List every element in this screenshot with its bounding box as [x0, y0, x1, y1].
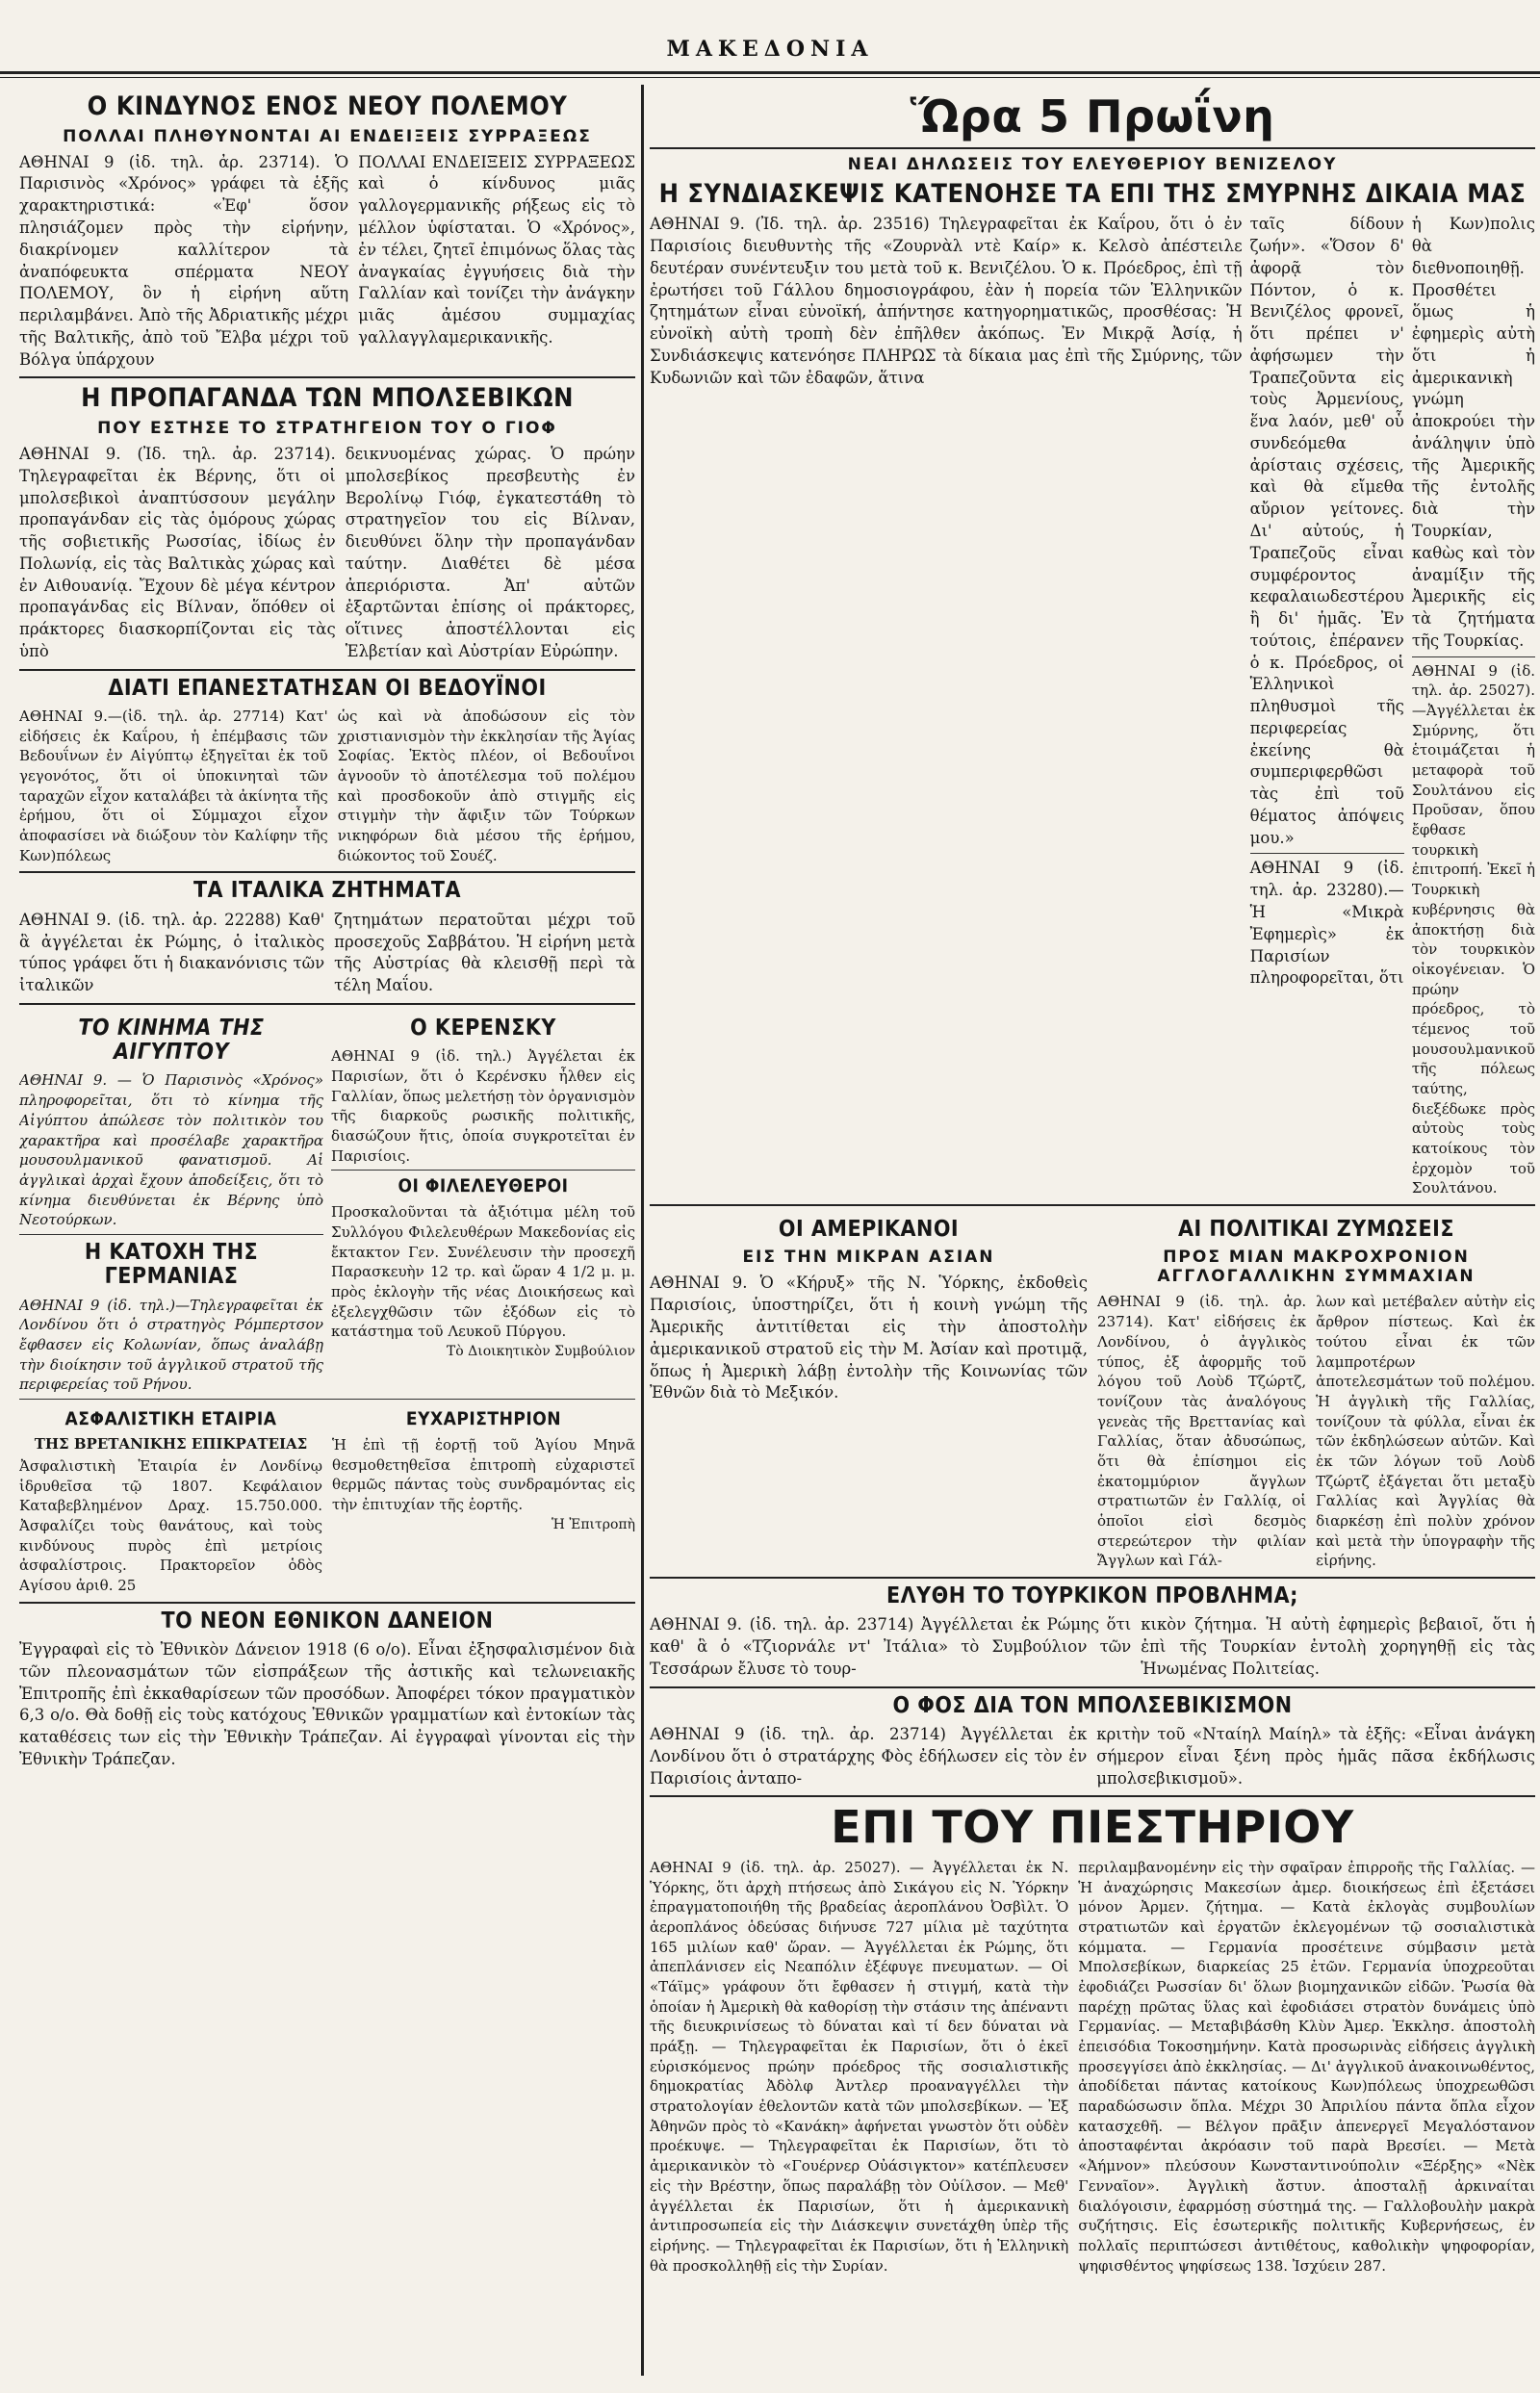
- subhead-war-danger: ΠΟΛΛΑΙ ΠΛΗΘΥΝΟΝΤΑΙ ΑΙ ΕΝΔΕΙΞΕΙΣ ΣΥΡΡΑΞΕΩΣ: [63, 126, 592, 146]
- subhead-bolshevik-propaganda: ΠΟΥ ΕΣΤΗΣΕ ΤΟ ΣΤΡΑΤΗΓΕΙΟΝ ΤΟΥ Ο ΓΙΟΦ: [97, 419, 557, 439]
- article-bedouins-left: ΑΘΗΝΑΙ 9.—(ἰδ. τηλ. ἀρ. 27714) Κατ' εἰδήσεις ἐκ Καΐρου, ἡ ἐπέμβασις τῶν Βεδουΐνων ἐν Αἰγύπτῳ ἐξηγεῖται ἐκ τοῦ γεγονότος, ὅτι οἱ ὑποκινηταὶ τῶν ταραχῶν εἶχον καταλάβει τὰ ἀκίνητα τῆς ἐρήμου, ὅτι οἱ Σύμμαχοι εἶχον ἀποφασίσει νὰ διώξουν τὸν Καλίφην τῆς Κων)πόλεως: [19, 707, 328, 864]
- article-press-col1: ΑΘΗΝΑΙ 9 (ἰδ. τηλ. ἀρ. 25027). — Ἀγγέλλεται ἐκ Ν. Ὑόρκης, ὅτι ἀρχὴ πτήσεως ἀπὸ Σικάγου εἰς Ν. Ὑόρκην ἐπραγματοποιήθη τῆς βραδείας ἀεροπλάνου Ὀσβὶλτ. Ὁ ἀεροπλάνος ὁδεύσας διήνυσε 727 μίλια μὲ ταχύτητα 165 μιλίων καθ' ὥραν. — Ἀγγέλλεται ἐκ Ρώμης, ὅτι ἀπεπλάνισεν εἰς Νεαπόλιν ἐξέφυγε πνευματων. — Οἱ «Τάϊμς» γράφουν ὅτι ἔφθασεν ἡ στιγμή, κατὰ τὴν ὁποίαν ἡ Ἀμερικὴ θὰ καθορίσῃ τὴν στάσιν της ἀπέναντι τῆς διευκρινίσεως τὸ δύναται καὶ τί δεν δύναται νὰ πράξῃ. — Τηλεγραφεῖται ἐκ Παρισίων, ὅτι ὁ ἐκεῖ εὑρισκόμενος πρώην πρόεδρος τῆς σοσιαλιστικῆς δημοκρατίας Ἀδὸλφ Ἀντλερ προαναγγέλλει τὴν στρατολογίαν ἐθελοντῶν κατὰ τῶν μπολσεβίκων. — Ἐξ Ἀθηνῶν πρὸς τὸ «Κανάκη» ἀφήνεται γνωστὸν ὅτι οὐδὲν προέκυψε. — Τηλεγραφεῖται ἐκ Παρισίων, ὅτι τὸ ἀμερικανικὸν τὸ «Γουέρνερ Οὐάσιγκτον» κατέπλευσεν εἰς τὴν Βρέστην, ὅπως παραλάβῃ τὸν Οὐίλσον. — Μεθ' ἀγγέλλεται ἐκ Παρισίων, ὅτι ἡ ἀμερικανικὴ ἀντιπροσωπεία εἰς τὴν Διάσκεψιν συνετάχθη ὑπὲρ τῆς εἰρήνης. — Τηλεγραφεῖται ἐκ Παρισίων, ὅτι ἡ Ἑλληνικὴ θὰ προσκολληθῇ εἰς τὴν Συρίαν.: [650, 1858, 1069, 2275]
- subhead-americans: ΕΙΣ ΤΗΝ ΜΙΚΡΑΝ ΑΣΙΑΝ: [742, 1248, 995, 1268]
- divider: [650, 1686, 1535, 1688]
- article-italian-right: ζητημάτων περατοῦται μέχρι τοῦ προσεχοῦς Σαββάτου. Ἡ εἰρήνη μετὰ τῆς Αὐστρίας θὰ κλεισθῇ περὶ τὰ τέλη Μαΐου.: [334, 910, 635, 995]
- article-smyrna-col3-wrap: [1412, 214, 1535, 1198]
- divider: [1412, 656, 1535, 657]
- headline-americans: ΟΙ ΑΜΕΡΙΚΑΝΟΙ: [778, 1217, 960, 1243]
- headline-germany-occupation: Η ΚΑΤΟΧΗ ΤΗΣ ΓΕΡΜΑΝΙΑΣ: [84, 1239, 259, 1290]
- article-smyrna-col2b: ΑΘΗΝΑΙ 9 (ἰδ. τηλ. ἀρ. 23280).—Ἡ «Μικρὰ Ἐφημερὶς» ἐκ Παρισίων πληροφορεῖται, ὅτι: [1249, 859, 1404, 988]
- block-americans: [650, 1212, 1088, 1571]
- divider: [19, 376, 635, 378]
- left-column: [19, 87, 635, 2378]
- article-foch-col1: ΑΘΗΝΑΙ 9 (ἰδ. τηλ. ἀρ. 23714) Ἀγγέλλεται ἐκ Λονδίνου ὅτι ὁ στρατάρχης Φὸς ἐδήλωσεν εἰς τὸν ἐν Παρισίοις ἀνταπο-: [650, 1724, 1088, 1788]
- top-rule-thin: [0, 77, 1540, 78]
- ads-row: [19, 1403, 635, 1596]
- divider: [331, 1170, 635, 1171]
- lower-left-blocks: [19, 1011, 635, 1395]
- mid-right-row: [650, 1212, 1535, 1571]
- article-bolshevik-propaganda: [19, 444, 635, 663]
- headline-smyrna: Η ΣΥΝΔΙΑΣΚΕΨΙΣ ΚΑΤΕΝΟΗΣΕ ΤΑ ΕΠΙ ΤΗΣ ΣΜΥΡΝΗΣ ΔΙΚΑΙΑ ΜΑΣ: [658, 178, 1527, 209]
- article-turkish-col1: ΑΘΗΝΑΙ 9. (ἰδ. τηλ. ἀρ. 23714) Ἀγγέλλεται ἐκ Ρώμης ὅτι καθ' ἃ ὁ «Τζιορνάλε ντ' Ἰτάλια» τὸ Συμβούλιον τῶν Τεσσάρων ἔλυσε τὸ τουρ-: [650, 1615, 1132, 1678]
- article-germany-occupation: ΑΘΗΝΑΙ 9 (ἰδ. τηλ.)—Τηλεγραφεῖται ἐκ Λονδίνου ὅτι ὁ στρατηγὸς Ρόμπερτσον ἔφθασεν εἰς Κολωνίαν, ὅπως ἀναλάβῃ τὴν διοίκησιν τοῦ ἀγγλικοῦ στρατοῦ τῆς περιφερείας τοῦ Ρήνου.: [19, 1296, 323, 1394]
- article-kerensky: ΑΘΗΝΑΙ 9 (ἰδ. τηλ.) Ἀγγέλεται ἐκ Παρισίων, ὅτι ὁ Κερένσκυ ἦλθεν εἰς Γαλλίαν, ὅπως μελετήσῃ τὸν ὀργανισμὸν τῆς διαρκοῦς ρωσικῆς πολιτικῆς, διασώζουν ἥτις, ὁποία συγκροτεῖται ἐν Παρισίοις.: [331, 1047, 635, 1165]
- article-smyrna: [650, 214, 1535, 1198]
- headline-kerensky: Ο ΚΕΡΕΝΣΚΥ: [410, 1015, 556, 1041]
- subhead-venizelos: ΝΕΑΙ ΔΗΛΩΣΕΙΣ ΤΟΥ ΕΛΕΥΘΕΡΙΟΥ ΒΕΝΙΖΕΛΟΥ: [847, 154, 1338, 174]
- masthead: ΜΑΚΕΔΟΝΙΑ: [666, 37, 874, 62]
- divider: [19, 1003, 635, 1005]
- article-americans: ΑΘΗΝΑΙ 9. Ὁ «Κήρυξ» τῆς Ν. Ὑόρκης, ἐκδοθεὶς Παρισίοις, ὑποστηρίζει, ὅτι ἡ κοινὴ γνώμη τῆς Ἀμερικῆς ἀντιτίθεται εἰς τὴν ἀποστολὴν ἀμερικανικοῦ στρατοῦ εἰς τὴν Μ. Ἀσίαν καὶ προτιμᾷ, ὅπως ἡ Ἀμερικὴ λάβῃ ἐντολὴν τῆς Κοινωνίας τῶν Ἐθνῶν διὰ τὸ Μεξικόν.: [650, 1274, 1088, 1402]
- divider: [19, 669, 635, 671]
- article-political-col1: ΑΘΗΝΑΙ 9 (ἰδ. τηλ. ἀρ. 23714). Κατ' εἰδήσεις ἐκ Λονδίνου, ὁ ἀγγλικὸς τύπος, ἐξ ἀφορμῆς τοῦ λόγου τοῦ Λοὺδ Τζώρτζ, τονίζουν τὰς ἀναλόγους γενεὰς τῆς Βρεττανίας καὶ Γαλλίας, ὅταν ἀδυσώπως, ὅτι θὰ ἐπίσημοι εἰς ἐκατομμύριον ἄγγλων στρατιωτῶν ἐν Γαλλίᾳ, οἱ ὁποῖοι εἰσὶ δεσμὸς στερεώτερον τὴν φιλίαν Ἄγγλων καὶ Γάλ-: [1097, 1293, 1307, 1570]
- divider: [19, 1234, 323, 1235]
- article-smyrna-col1: ΑΘΗΝΑΙ 9. (Ἰδ. τηλ. ἀρ. 23516) Τηλεγραφεῖται ἐκ Καΐρου, ὅτι ὁ ἐν Παρισίοις διευθυντὴς τῆς «Ζουρνὰλ ντὲ Καίρ» κ. Κελσὸ ἀπέστειλε δευτέραν συνέντευξιν του μετὰ τοῦ κ. Βενιζέλου. Ὁ κ. Πρόεδρος, ἐπὶ τῇ ἐρωτήσει τοῦ Γάλλου δημοσιογράφου, ἐὰν ἡ πορεία τῶν Ἑλληνικῶν ζητημάτων εἶναι εὐνοϊκή, ἀπήντησε κατηγορηματικῶς, προσθέσας: Ἡ εὐνοϊκὴ αὐτὴ τροπὴ δὲν ἐπῆλθεν ἀκόπως. Ἐν Μικρᾷ Ἀσίᾳ, ἡ Συνδιάσκεψις κατενόησε ΠΛΗΡΩΣ τὰ δίκαια μας ἐπὶ τῆς Σμύρνης, τῶν Κυδωνιῶν καὶ τῶν ἐδαφῶν, ἅτινα: [650, 215, 1243, 387]
- article-foch: [650, 1724, 1535, 1789]
- headline-foch: Ο ΦΟΣ ΔΙΑ ΤΟΝ ΜΠΟΛΣΕΒΙΚΙΣΜΟΝ: [892, 1692, 1293, 1718]
- divider: [19, 871, 635, 873]
- article-foch-col2: κριτὴν τοῦ «Νταίηλ Μαίηλ» τὰ ἑξῆς: «Εἶναι ἀνάγκη σήμερον εἶναι ξένη πρὸς ἡμᾶς πᾶσα ἐκδήλωσις μπολσεβικισμοῦ».: [1096, 1724, 1535, 1788]
- headline-political: ΑΙ ΠΟΛΙΤΙΚΑΙ ΖΥΜΩΣΕΙΣ: [1177, 1217, 1455, 1243]
- article-war-danger-right: ΠΟΛΛΑΙ ΕΝΔΕΙΞΕΙΣ ΣΥΡΡΑΞΕΩΣ καὶ ὁ κίνδυνος μιᾶς γαλλογερμανικῆς ρήξεως εἰς τὸ μέλλον ὑφίσταται. Ὁ «Χρόνος», ἐν τέλει, ζητεῖ ἐπιμόνως ὅλας τὰς ἀναγκαίας ἐγγυήσεις διὰ τὴν Γαλλίαν καὶ τονίζει τὴν ἀνάγκην μιᾶς ἀμέσου συμμαχίας γαλλαγγλαμερικανικῆς.: [358, 152, 635, 347]
- headline-egypt: ΤΟ ΚΙΝΗΜΑ ΤΗΣ ΑΙΓΥΠΤΟΥ: [78, 1015, 265, 1066]
- headline-press: ΕΠΙ ΤΟΥ ΠΙΕΣΤΗΡΙΟΥ: [831, 1801, 1354, 1854]
- headline-war-danger: Ο ΚΙΝΔΥΝΟΣ ΕΝΟΣ ΝΕΟΥ ΠΟΛΕΜΟΥ: [87, 91, 568, 121]
- thanks-text: Ἡ ἐπὶ τῇ ἑορτῇ τοῦ Ἁγίου Μηνᾶ θεσμοθετηθεῖσα ἐπιτροπὴ εὐχαριστεῖ θερμῶς πάντας τοὺς συνδραμόντας εἰς τὴν ἐπιτυχίαν τῆς ἑορτῆς.: [332, 1435, 635, 1513]
- block-kerensky: [331, 1011, 635, 1395]
- article-egypt: ΑΘΗΝΑΙ 9. — Ὁ Παρισινὸς «Χρόνος» πληροφορεῖται, ὅτι τὸ κίνημα τῆς Αἰγύπτου ἀπώλεσε τὸν πολιτικὸν του χαρακτῆρα καὶ προσέλαβε χαρακτῆρα μουσουλμανικοῦ φανατισμοῦ. Αἱ ἀγγλικαὶ ἀρχαὶ ἔχουν ἀποδείξεις, ὅτι τὸ κίνημα διευθύνεται ἐκ Βέρνης ὑπὸ Νεοτούρκων.: [19, 1071, 323, 1229]
- article-bedouins-right: ὡς καὶ νὰ ἀποδώσουν εἰς τὸν χριστιανισμὸν τὴν ἐκκλησίαν τῆς Ἁγίας Σοφίας. Ἐκτὸς πλέον, οἱ Βεδουΐνοι ἀγνοοῦν τὸ ἀποτέλεσμα τοῦ πολέμου καὶ προσδοκοῦν ἀπὸ στιγμῆς εἰς στιγμὴν τὴν ἄφιξιν τῶν Τούρκων νικηφόρων διὰ μέσου τῆς ἐρήμου, διώκοντος τοῦ Σουέζ.: [337, 707, 635, 864]
- block-egypt: [19, 1011, 323, 1395]
- headline-thanks: ΕΥΧΑΡΙΣΤΗΡΙΟΝ: [405, 1407, 562, 1429]
- article-political: [1097, 1292, 1535, 1571]
- article-press-col2: περιλαμβανομένην εἰς τὴν σφαῖραν ἐπιρροῆς τῆς Γαλλίας. — Ἡ ἀναχώρησις Μακεσίων ἀμερ. διοικήσεως ἐπὶ ἐξετάσει μόνον Ἀρμεν. ζήτημα. — Κατὰ ἐκλογὰς συμβουλίων στρατιωτῶν καὶ ἐργατῶν ἐκλεγομένων τῷ σοσιαλιστικὰ κόμματα. — Γερμανία προσέτεινε σύμβασιν μετὰ Μπολσεβίκων, διαρκείας 25 ἐτῶν. Γερμανία ὑποχρεοῦται ἐφοδιάζει Ρωσσίαν δι' ὅλων βιομηχανικῶν εἰδῶν. Ῥωσία θὰ παρέχῃ πρῶτας ὕλας καὶ ἐφοδιάσει στρατὸν δυνάμεις ὑπὸ Γερμανίας. — Μεταβιβάσθη Κλὺν Ἀμερ. Ἐκκλησ. ἀποστολὴ ἐπεισόδια Τοκοσημήνην. Κατὰ προσωρινὰς εἰδήσεις ἀγγλικὴ προσεγγίσει ἀπὸ ἐκκλησίας. — Δι' ἀγγλικοῦ ἀνακοινωθέντος, ἀποδίδεται πάντας κατοίκους Κων)πόλεως ὑποχρεωθῶσι παραδώσωσιν ὅπλα. Μέχρι 30 Ἀπριλίου πάντα ὅπλα εἶχον κατασχεθῆ. — Βέλγον πρᾶξιν ἀπενεργεῖ Μεγαλόστανον ἀποσταφένται ἀκρόασιν τοῦ παρὰ Βρεσίει. — Μετὰ «Ἀήμνον» πλεύσουν Κωνσταντινούπολιν «Ξέρξης» «Νὲκ Γενναῖον». Ἀγγλικὴ ἄστυν. ἀποσταλῇ ἀρκιναίται διαλόγοισιν, ἐφαρμόσῃ σύστημά της. — Γαλλοβουλὴν μακρὰ συζήτησις. Εἰς ἐσωτερικῆς πολιτικῆς Κυβερνήσεως, ἐν πολλαῖς περιπτώσεσι ἀντιθέτους, καθολικὴν ψηφοφορίαν, ψηφισθέντος ψηφίσεως 138. Ἰσχύειν 287.: [1078, 1858, 1535, 2275]
- article-liberals: Προσκαλοῦνται τὰ ἀξιότιμα μέλη τοῦ Συλλόγου Φιλελευθέρων Μακεδονίας εἰς ἔκτακτον Γεν. Συνέλευσιν τὴν προσεχῆ Παρασκευὴν 12 τρ. καὶ ὥραν 4 1/2 μ. μ. πρὸς ἐκλογὴν τῆς νέας Διοικήσεως καὶ ἐξελεγχθῶσιν τῶν ἐξόδων εἰς τὸ κατάστημα τοῦ Λευκοῦ Πύργου.: [331, 1203, 635, 1341]
- article-bedouins: [19, 707, 635, 866]
- banner-late-news: Ὥρα 5 Πρωΐνη: [910, 90, 1275, 142]
- subhead-political: ΠΡΟΣ ΜΙΑΝ ΜΑΚΡΟΧΡΟΝΙΟΝ ΑΓΓΛΟΓΑΛΛΙΚΗΝ ΣΥΜΜΑΧΙΑΝ: [1157, 1248, 1476, 1287]
- divider: [650, 1204, 1535, 1206]
- liberals-signature: Τὸ Διοικητικὸν Συμβούλιον: [446, 1343, 635, 1359]
- top-rule: [0, 71, 1540, 74]
- headline-national-loan: ΤΟ ΝΕΟΝ ΕΘΝΙΚΟΝ ΔΑΝΕΙΟΝ: [161, 1608, 494, 1634]
- headline-bolshevik-propaganda: Η ΠΡΟΠΑΓΑΝΔΑ ΤΩΝ ΜΠΟΛΣΕΒΙΚΩΝ: [81, 383, 574, 414]
- article-bolshevik-left: ΑΘΗΝΑΙ 9. (Ἰδ. τηλ. ἀρ. 23714). Τηλεγραφεῖται ἐκ Βέρνης, ὅτι οἱ μπολσεβικοὶ ἀναπτύσσουν μεγάλην προπαγάνδαν εἰς τὰς ὁμόρους χώρας τῆς σοβιετικῆς Ρωσσίας, ἰδίως ἐν Πολωνίᾳ, εἰς τὰς Βαλτικὰς χώρας καὶ ἐν Αιθουανίᾳ. Ἔχουν δὲ μέγα κέντρον προπαγάνδας εἰς Βίλναν, ὅπόθεν οἱ πράκτορες διασκορπίζονται εἰς τὰς ὑπὸ: [19, 445, 336, 660]
- divider: [19, 1399, 635, 1400]
- insurance-text: Ἀσφαλιστικὴ Ἑταιρία ἐν Λονδίνῳ ἱδρυθεῖσα τῷ 1807. Κεφάλαιον Καταβεβλημένον Δραχ. 15.750.000. Ἀσφαλίζει τοὺς θανάτους, καὶ τοὺς κινδύνους πυρὸς ἐπὶ μετρίοις ἀσφαλίστροις. Πρακτορεῖον ὁδὸς Αγίσου ἀριθ. 25: [19, 1456, 322, 1594]
- article-italian-left: ΑΘΗΝΑΙ 9. (ἰδ. τηλ. ἀρ. 22288) Καθ' ἃ ἀγγέλεται ἐκ Ρώμης, ὁ ἰταλικὸς τύπος γράφει ὅτι ἡ διακανόνισις τῶν ἰταλικῶν: [19, 910, 325, 995]
- column-divider: [641, 85, 644, 2376]
- insurance-subhead: ΤΗΣ ΒΡΕΤΑΝΙΚΗΣ ΕΠΙΚΡΑΤΕΙΑΣ: [34, 1434, 308, 1453]
- block-political: [1097, 1212, 1535, 1571]
- divider: [19, 1602, 635, 1604]
- insurance-ad: [19, 1403, 322, 1596]
- article-smyrna-col2-wrap: [1250, 214, 1404, 1198]
- divider: [650, 147, 1535, 149]
- article-political-col2: λων καὶ μετέβαλεν αὐτὴν εἰς ἄρθρον πίστεως. Καὶ ἐκ τούτου εἶναι ἐκ τῶν λαμπροτέρων ἀποτελεσμάτων τοῦ πολέμου. Ἡ ἀγγλικὴ τῆς Γαλλίας, τονίζουν τὰ φύλλα, εἶναι ἐκ τῶν ἐκδηλώσεων αὐτῶν. Καὶ ἐκ τῶν λόγων τοῦ Λοὺδ Τζώρτζ ἐξάγεται ὅτι μεταξὺ Γαλλίας καὶ Ἀγγλίας θὰ διαρκέσῃ ἐπὶ πολὺν χρόνον καὶ μετὰ τὴν ὑπογραφὴν τῆς εἰρήνης.: [1316, 1293, 1535, 1570]
- headline-italian-issues: ΤΑ ΙΤΑΛΙΚΑ ΖΗΤΗΜΑΤΑ: [192, 878, 462, 904]
- divider: [1250, 853, 1404, 854]
- thanks-signature: Ἡ Ἐπιτροπὴ: [552, 1516, 635, 1532]
- article-war-danger-left: ΑΘΗΝΑΙ 9 (ἰδ. τηλ. ἀρ. 23714). Ὁ Παρισινὸς «Χρόνος» γράφει τὰ ἑξῆς χαρακτηριστικά: «Ἐφ' ὅσον πλησιάζομεν πρὸς τὴν εἰρήνην, διακρίνομεν καλλίτερον τὰ ἀναπόφευκτα σπέρματα ΝΕΟΥ ΠΟΛΕΜΟΥ, ὃν ἡ εἰρήνη αὕτη περιλαμβάνει. Ἀπὸ τῆς Ἀδριατικῆς μέχρι τῆς Βαλτικῆς, ἀπὸ τοῦ Ἔλβα μέχρι τοῦ Βόλγα ὑπάρχουν: [19, 152, 349, 369]
- divider: [650, 1577, 1535, 1579]
- article-bolshevik-right: δεικνυομένας χώρας. Ὁ πρώην μπολσεβίκος πρεσβευτὴς ἐν Βερολίνῳ Γιόφ, ἐγκατεστάθη τὸ στρατηγεῖον του εἰς Βίλναν, διευθύνει ὅλην τὴν προπαγάνδαν ταύτην. Διαθέτει δὲ μέσα ἀπεριόριστα. Ἀπ' αὐτῶν ἐξαρτῶνται ἐπίσης οἱ πράκτορες, οἵτινες ἀποστέλλονται εἰς Ἑλβετίαν καὶ Αὐστρίαν Εὐρώπην.: [345, 445, 635, 660]
- article-turkish-col2: κικὸν ζήτημα. Ἡ αὐτὴ ἐφημερὶς βεβαιοῖ, ὅτι ἡ ἐπὶ τῆς Τουρκίαν ἐντολὴ χορηγηθῇ εἰς τὰς Ἡνωμένας Πολιτείας.: [1141, 1615, 1535, 1678]
- divider: [650, 1795, 1535, 1797]
- right-column: [650, 87, 1535, 2378]
- headline-bedouins: ΔΙΑΤΙ ΕΠΑΝΕΣΤΑΤΗΣΑΝ ΟΙ ΒΕΔΟΥΪΝΟΙ: [108, 675, 547, 701]
- article-smyrna-col3b: ΑΘΗΝΑΙ 9 (ἰδ. τηλ. ἀρ. 25027).—Ἀγγέλλεται ἐκ Σμύρνης, ὅτι ἑτοιμάζεται ἡ μεταφορὰ τοῦ Σουλτάνου εἰς Προῦσαν, ὅπου ἔφθασε τουρκικὴ ἐπιτροπή. Ἐκεῖ ἡ Τουρκικὴ κυβέρνησις θὰ ἀποκτήσῃ διὰ τὸν τουρκικὸν οἰκογένειαν. Ὁ πρώην πρόεδρος, τὸ τέμενος τοῦ μουσουλμανικοῦ τῆς πόλεως ταύτης, διεξέδωκε πρὸς αὐτοὺς τοὺς κατοίκους τὸν ἐρχομὸν τοῦ Σουλτάνου.: [1411, 661, 1535, 1197]
- article-turkish-problem: [650, 1614, 1535, 1680]
- headline-insurance: ΑΣΦΑΛΙΣΤΙΚΗ ΕΤΑΙΡΙΑ: [64, 1407, 277, 1429]
- article-war-danger: [19, 152, 635, 372]
- article-national-loan: Ἐγγραφαὶ εἰς τὸ Ἐθνικὸν Δάνειον 1918 (6 ο/ο). Εἶναι ἐξησφαλισμένον διὰ τῶν πλεονασμάτων τῶν εἰσπράξεων τῆς ἀστικῆς καὶ τελωνειακῆς Ἐπιτροπῆς ἐπὶ ἐκκαθαρίσεων τῶν προσόδων. Ἀποφέρει τόκον πραγματικὸν 6,3 ο/ο. Θὰ δοθῇ εἰς τοὺς κατόχους Ἐθνικῶν γραμματίων καὶ ἐντοκίων τὰς καταθέσεις των εἰς τὴν Ἐθνικὴν Τράπεζαν. Αἱ ἐγγραφαὶ γίνονται εἰς τὴν Ἐθνικὴν Τράπεζαν.: [19, 1639, 635, 1768]
- article-smyrna-col2: ταῖς δίδουν ζωήν». «Ὅσον δ' ἀφορᾷ τὸν Πόντον, ὁ κ. Βενιζέλος φρονεῖ, ὅτι πρέπει ν' ἀφήσωμεν τὴν Τραπεζοῦντα εἰς τοὺς Ἀρμενίους, ἕνα λαόν, μεθ' οὗ συνδεόμεθα ἀρίσταις σχέσεις, καὶ θὰ εἴμεθα αὔριον γείτονες. Δι' αὐτούς, ἡ Τραπεζοῦς εἶναι συμφέροντος κεφαλαιωδεστέρου ἢ δι' ἡμᾶς. Ἐν τούτοις, ἐπέρανεν ὁ κ. Πρόεδρος, οἱ Ἑλληνικοὶ πληθυσμοὶ τῆς περιφερείας ἐκείνης θὰ συμπεριφερθῶσι τὰς ἐπὶ τοῦ θέματος ἀπόψεις μου.»: [1249, 215, 1404, 847]
- headline-turkish-problem: ΕΛΥΘΗ ΤΟ ΤΟΥΡΚΙΚΟΝ ΠΡΟΒΛΗΜΑ;: [886, 1583, 1298, 1609]
- article-smyrna-col3: ἡ Κων)πολις θὰ διεθνοποιηθῇ. Προσθέτει ὅμως ἡ ἐφημερὶς αὐτὴ ὅτι ἡ ἀμερικανικὴ γνώμη ἀποκρούει τὴν ἀνάληψιν ὑπὸ τῆς Ἀμερικῆς τῆς ἐντολῆς διὰ τὴν Τουρκίαν, καθὼς καὶ τὸν ἀναμίξιν τῆς Ἀμερικῆς εἰς τὰ ζητήματα τῆς Τουρκίας.: [1411, 215, 1535, 650]
- thanks-notice: [332, 1403, 635, 1596]
- headline-liberals: ΟΙ ΦΙΛΕΛΕΥΘΕΡΟΙ: [398, 1175, 569, 1197]
- article-italian-issues: [19, 910, 635, 997]
- article-press: [650, 1858, 1535, 2276]
